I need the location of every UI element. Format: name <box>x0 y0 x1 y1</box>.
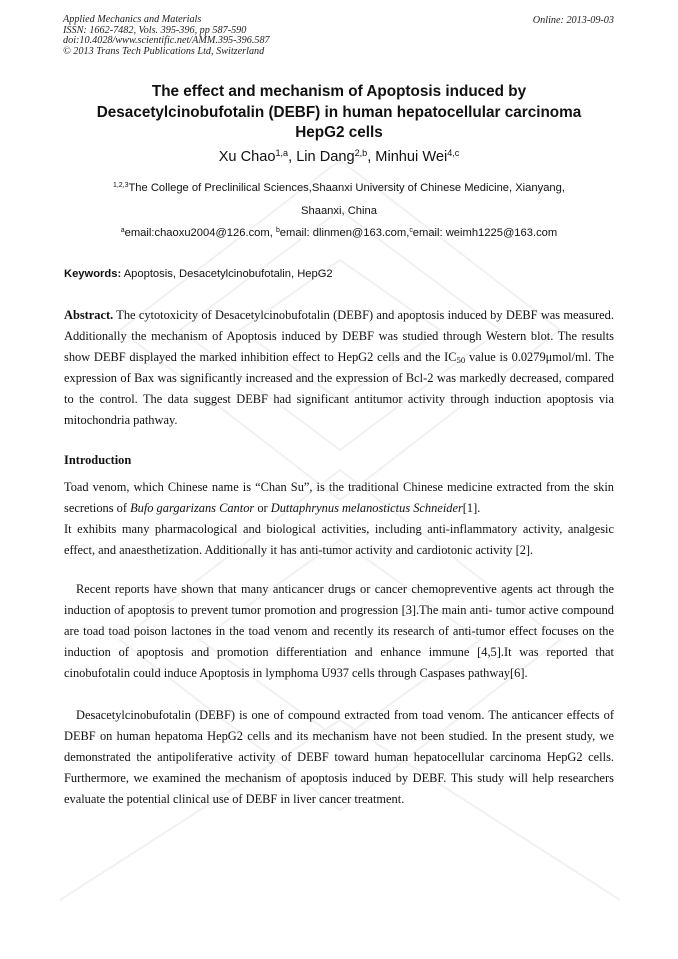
keywords <box>64 268 333 280</box>
intro-text: analgesic effect, and anaesthetization. Additionally it has anti-tumor activity and cardiotonic <box>64 522 614 557</box>
email-a: email:chaoxu2004@126.com, <box>124 227 276 239</box>
affiliation-line-2: Shaanxi, China <box>301 204 377 217</box>
paper-title <box>60 82 618 144</box>
abstract-line: value is 0.0279μmol/ml. The expression of Bax was significantly increased and the expression <box>64 350 614 385</box>
title-line-3: HepG2 cells <box>295 124 383 141</box>
intro-text: This study will help researchers evaluate the potential clinical use of DEBF in liver cancer <box>64 771 614 806</box>
intro-paragraph-3 <box>64 579 614 684</box>
title-line-1: The effect and mechanism of Apoptosis induced by <box>151 83 527 100</box>
ic50-subscript: 50 <box>456 355 466 366</box>
citation: [1]. <box>462 501 481 515</box>
intro-text: anti-tumor effect focuses on the induction of apoptosis and promotion differentiation and enhance <box>64 624 614 659</box>
species-name: Bufo gargarizans Cantor <box>130 501 255 515</box>
intro-text: effects of DEBF on human hepatoma HepG2 cells and its mechanism have not been studied. In the <box>64 708 614 743</box>
intro-text: treatment. <box>354 792 405 806</box>
intro-paragraph-1 <box>64 477 614 519</box>
author-list <box>60 149 618 165</box>
intro-text: through the induction of apoptosis to prevent tumor promotion and progression [3].The main anti- <box>64 582 615 617</box>
author-name: Minhui Wei <box>375 149 448 165</box>
intro-paragraph-2 <box>64 519 614 561</box>
email-mark: c <box>409 227 413 235</box>
author-separator: , <box>288 149 297 165</box>
intro-text: carcinoma HepG2 cells. Furthermore, we examined the mechanism of apoptosis induced by DEBF. <box>64 750 614 785</box>
author-emails <box>60 227 618 239</box>
issn-line: ISSN: 1662-7482, Vols. 395-396, pp 587-590 <box>63 24 247 36</box>
affiliation-mark: 1,2,3 <box>113 182 129 190</box>
intro-text: or <box>254 501 271 515</box>
intro-paragraph-4 <box>64 705 614 810</box>
affiliation-line-1: The College of Preclinilical Sciences,Shaanxi University of Chinese Medicine, Xianyang, <box>128 182 565 194</box>
keywords-text: Apoptosis, Desacetylcinobufotalin, HepG2 <box>121 268 333 280</box>
journal-header <box>63 15 270 57</box>
intro-text: activity [2]. <box>475 543 534 557</box>
abstract <box>64 305 614 431</box>
abstract-line: measured. Additionally the mechanism of Apoptosis induced by DEBF was studied through <box>64 308 614 343</box>
author-affiliation-mark: 1,a <box>275 148 289 159</box>
author-name: Lin Dang <box>296 149 355 165</box>
copyright-line: © 2013 Trans Tech Publications Ltd, Switzerland <box>63 45 265 57</box>
intro-text: through Caspases pathway[6]. <box>377 666 528 680</box>
intro-text: immune [4,5].It was reported that cinobufotalin could induce Apoptosis in lymphoma U937 cells <box>64 645 614 680</box>
author-name: Xu Chao <box>218 149 276 165</box>
online-date: Online: 2013-09-03 <box>532 15 614 26</box>
introduction-heading: Introduction <box>64 453 132 467</box>
title-line-2: Desacetylcinobufotalin (DEBF) in human hepatocellular carcinoma <box>96 103 582 121</box>
abstract-line: of Bcl-2 was markedly decreased, compared to the control. The data suggest DEBF had significant <box>64 371 614 406</box>
intro-text: Recent reports have shown that many anticancer drugs or cancer chemopreventive agents act <box>76 582 552 596</box>
email-mark: a <box>120 227 125 235</box>
abstract-line: antitumor activity through induction apoptosis via mitochondria pathway. <box>64 392 614 427</box>
author-affiliation-mark: 4,c <box>447 148 460 159</box>
author-affiliation-mark: 2,b <box>354 148 368 159</box>
intro-text: It exhibits many pharmacological and biological activities, including anti-inflammatory activity, <box>64 522 563 536</box>
intro-text: Desacetylcinobufotalin (DEBF) is one of compound extracted from toad venom. The anticancer <box>76 708 563 722</box>
intro-text: the skin secretions of <box>64 480 614 515</box>
affiliation <box>80 177 598 222</box>
doi-line: doi:10.4028/www.scientific.net/AMM.395-396.587 <box>63 35 270 47</box>
email-b: email: dlinmen@163.com, <box>279 227 410 239</box>
abstract-label: Abstract. <box>64 308 114 322</box>
keywords-label: Keywords: <box>64 268 122 280</box>
intro-text: present study, we demonstrated the antipoliferative activity of DEBF toward human hepatocellular <box>64 729 614 764</box>
species-name: Duttaphrynus melanostictus Schneider <box>270 501 463 515</box>
intro-text: tumor active compound are toad toad poison lactones in the toad venom and recently its research of <box>64 603 614 638</box>
email-c: email: weimh1225@163.com <box>412 227 558 239</box>
intro-text: Toad venom, which Chinese name is “Chan Su”, is the traditional Chinese medicine extracted from <box>64 480 571 494</box>
author-separator: , <box>367 149 376 165</box>
abstract-line: The cytotoxicity of Desacetylcinobufotalin (DEBF) and apoptosis induced by DEBF was <box>113 308 561 322</box>
journal-name: Applied Mechanics and Materials <box>63 14 202 25</box>
email-mark: b <box>275 227 280 235</box>
ic50-label: IC <box>444 350 457 364</box>
abstract-line: Western blot. The results show DEBF displayed the marked inhibition effect to HepG2 cells and the <box>64 329 614 364</box>
